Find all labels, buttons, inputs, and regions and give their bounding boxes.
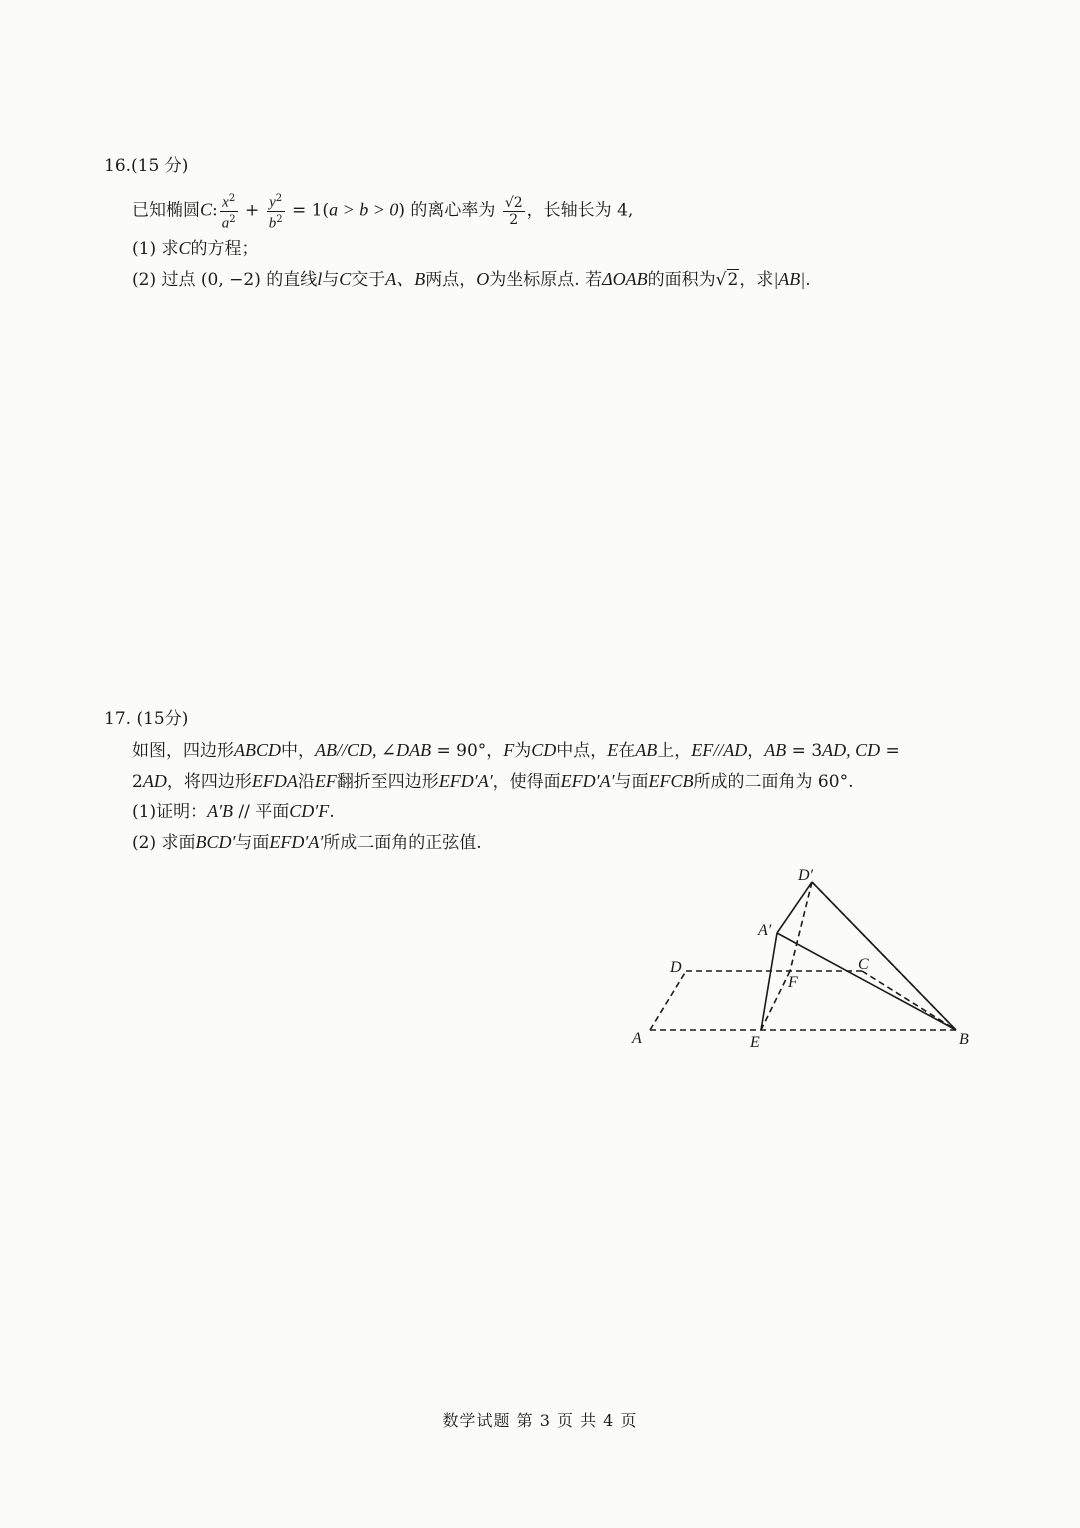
q17-line1 (132, 739, 900, 762)
l2h: EFD′A′ (438, 771, 493, 791)
label-B: B (959, 1031, 969, 1048)
p2a: (2) 过点 (0, −2) 的直线 (132, 270, 318, 290)
p2l: l (317, 269, 323, 289)
l1m: 上， (657, 741, 692, 761)
b-var: b (268, 215, 277, 232)
p2h: 为坐标原点. 若 (489, 270, 603, 290)
p2a-17: (2) 求面 (132, 833, 196, 853)
q16-part1-tail: 的方程； (190, 239, 259, 259)
q16-part2: (2) 过点 (0, −2) 的直线l与C交于A、B两点，O为坐标原点. 若ΔOAB的面积为√2，求|AB|. (132, 269, 811, 290)
l2l: EFCB (648, 771, 694, 791)
q16-stem: 已知椭圆C: $\frac{x^2}{a^2}$ + $\frac{y^2}{b^2}$ = 1(a > b > 0) 的离心率为 $\frac{√2}{2}$ ，长轴长为 4, (132, 193, 634, 232)
label-E: E (750, 1034, 760, 1051)
ecc-den: 2 (509, 211, 519, 228)
q16-points: (15 分) (131, 156, 189, 176)
p2b: 与 (322, 270, 340, 290)
l2g: 翻折至四边形 (336, 772, 439, 792)
question-16 (104, 155, 984, 295)
l1k: 在 (618, 741, 636, 761)
l1p: AB (764, 740, 787, 760)
q17-header (104, 708, 188, 730)
eq-tail: = 1( (291, 200, 330, 221)
p2m: ，求 (739, 270, 774, 290)
p2e-17: 所成二面角的正弦值. (323, 833, 482, 853)
p2d: 交于 (351, 270, 386, 290)
p2j: 的面积为 (647, 270, 716, 290)
l1o: ， (747, 741, 765, 761)
x2-over-a2: $\frac{x^2}{a^2}$ (221, 193, 236, 232)
p2k: 2 (727, 270, 739, 290)
edge-CB (862, 971, 956, 1030)
l1h: CD (531, 740, 557, 760)
page-footer: 数学试题 第 3 页 共 4 页 (442, 1411, 638, 1430)
q17-part1 (132, 800, 335, 823)
p2c-17: 与面 (235, 833, 270, 853)
l1l: AB (635, 740, 658, 760)
edge-D'B (812, 882, 956, 1030)
l1e: = 90°， (431, 741, 504, 761)
q16-header (104, 155, 188, 177)
l2a: 2 (132, 772, 143, 792)
q17-part2 (132, 831, 482, 854)
l2e: 沿 (297, 772, 315, 792)
p1d: CD′F (289, 801, 330, 821)
q16-part1-var: C (178, 238, 191, 258)
edge-A'D' (777, 882, 812, 933)
l1r: AD, CD (822, 740, 881, 760)
p2d-17: EFD′A′ (269, 832, 324, 852)
l2k: 与面 (614, 772, 649, 792)
edge-A'B (777, 933, 956, 1030)
l2b: AD (142, 771, 167, 791)
p2i: ΔOAB (602, 269, 648, 289)
l1b: ABCD (234, 740, 281, 760)
y-var: y (269, 194, 276, 211)
label-A: A (632, 1030, 642, 1047)
p2f: 两点， (425, 270, 477, 290)
l1j: E (607, 740, 619, 760)
l2c: ，将四边形 (166, 772, 252, 792)
l1d: AB//CD, ∠DAB (315, 740, 432, 760)
l2m: 所成的二面角为 60°. (693, 772, 854, 792)
p1c: // 平面 (233, 802, 290, 822)
y2-over-b2: $\frac{y^2}{b^2}$ (268, 193, 283, 232)
edge-A'E (761, 933, 777, 1030)
l2f: EF (314, 771, 337, 791)
eq-close: ) (398, 200, 406, 221)
p2e: A、B (385, 269, 426, 289)
label-D-prime: D′ (798, 867, 814, 884)
l1c: 中， (281, 741, 315, 761)
major-axis: ，长轴长为 4, (526, 200, 634, 221)
q17-line2 (132, 770, 853, 793)
p2b-17: BCD′ (195, 832, 236, 852)
q17-number: 17. (104, 709, 132, 729)
l1s: = (880, 741, 900, 761)
edge-AD (650, 971, 686, 1030)
condition: a > b > 0 (329, 199, 399, 220)
label-F: F (788, 974, 798, 991)
label-C: C (858, 956, 869, 973)
l2i: ，使得面 (492, 772, 561, 792)
label-A-prime: A′ (758, 922, 772, 939)
l1f: F (503, 740, 515, 760)
p1e: . (329, 802, 335, 822)
l1g: 为 (514, 741, 532, 761)
ecc-text: 的离心率为 (410, 200, 496, 221)
a-var: a (221, 215, 230, 232)
q17-points: (15分) (136, 709, 189, 729)
p1a: (1)证明： (132, 802, 208, 822)
p2o: . (805, 270, 811, 290)
l1a: 如图，四边形 (132, 741, 234, 761)
q16-stem-prefix: 已知椭圆 (132, 200, 200, 221)
ecc-fraction: $\frac{√2}{2}$ (504, 194, 523, 228)
p2c: C (339, 269, 352, 289)
q16-ellipse-name: C (200, 199, 213, 220)
l2j: EFD′A′ (560, 771, 615, 791)
l1i: 中点， (556, 741, 608, 761)
ecc-radicand: 2 (513, 194, 523, 211)
l1n: EF//AD (691, 740, 748, 760)
question-17 (104, 708, 984, 858)
q16-number: 16. (104, 156, 132, 176)
p1b: A′B (207, 801, 234, 821)
l2d: EFDA (251, 771, 298, 791)
edge-D'F (790, 882, 812, 971)
p2g: O (476, 269, 490, 289)
geometry-figure (620, 860, 1000, 1060)
l1q: = 3 (786, 741, 823, 761)
q16-part1-a: (1) 求 (132, 239, 179, 259)
x-var: x (222, 194, 229, 211)
q16-part1 (132, 237, 259, 260)
p2n: |AB| (773, 269, 806, 289)
label-D: D (670, 959, 682, 976)
